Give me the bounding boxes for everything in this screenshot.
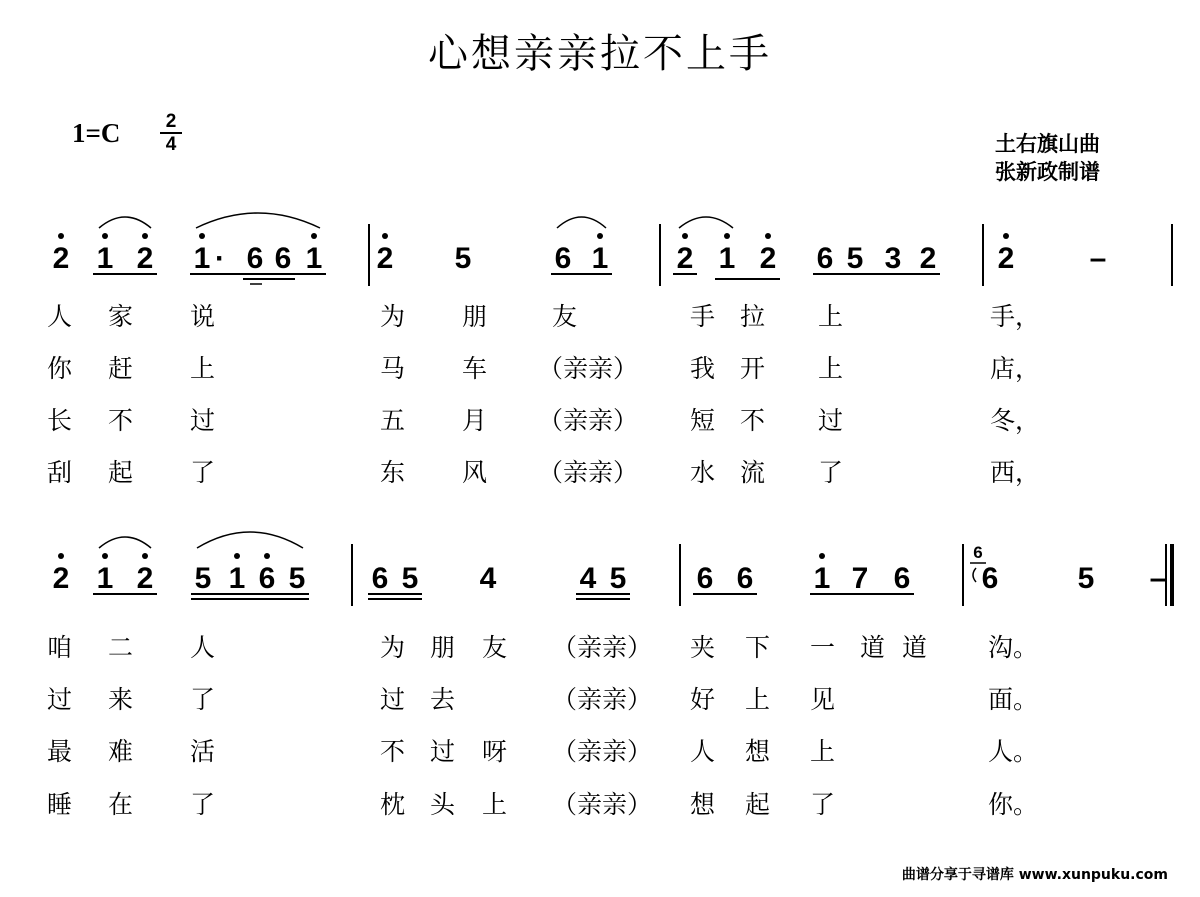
note: 6 (696, 562, 714, 595)
lyric-syllable: （亲亲） (552, 685, 653, 714)
note: 2 (136, 562, 154, 595)
time-signature-top: 2 (165, 111, 177, 132)
footer-credit: 曲谱分享于寻谱库 www.xunpuku.com (901, 867, 1168, 883)
note: 2 (759, 242, 777, 275)
lyric-syllable: 西， (990, 458, 1041, 487)
lyric-syllable: （亲亲） (538, 406, 639, 435)
lyric-syllable: 五 (380, 406, 406, 435)
lyric-syllable: 难 (108, 737, 134, 766)
lyric-syllable: 我 (690, 354, 716, 383)
extension-dash: – (1089, 242, 1107, 275)
lyric-syllable: 为 (380, 302, 406, 331)
lyric-syllable: 枕 (380, 790, 406, 819)
note: 7 (851, 562, 869, 595)
lyric-syllable: 店， (990, 354, 1041, 383)
note: 3 (884, 242, 902, 275)
slur (557, 217, 606, 228)
lyric-syllable: 了 (190, 790, 216, 819)
lyric-syllable: 沟。 (988, 633, 1039, 662)
note: 1 (193, 242, 211, 275)
lyric-syllable: 月 (462, 406, 488, 435)
slur (196, 213, 320, 228)
lyric-syllable: （亲亲） (552, 790, 653, 819)
lyric-syllable: 过 (430, 737, 456, 766)
octave-dot-high (102, 233, 108, 239)
lyric-syllable: 拉 (740, 302, 766, 331)
note: 4 (579, 562, 597, 595)
lyric-syllable: （亲亲） (538, 354, 639, 383)
lyric-syllable: 了 (190, 458, 216, 487)
lyric-syllable: 朋 (462, 302, 488, 331)
transcriber: 张新政制谱 (995, 160, 1100, 184)
lyric-syllable: 上 (818, 354, 844, 383)
lyric-syllable: 水 (690, 458, 716, 487)
lyric-syllable: （亲亲） (552, 737, 653, 766)
slur (99, 537, 151, 548)
lyric-syllable: 人 (190, 633, 216, 662)
note: 1 (591, 242, 609, 275)
lyric-syllable: 上 (482, 790, 508, 819)
notes-line-2 (53, 562, 1167, 595)
note: 6 (554, 242, 572, 275)
lyric-syllable: 开 (740, 354, 766, 383)
lyric-syllable: 友 (482, 633, 508, 662)
lyric-syllable: 家 (108, 302, 134, 331)
note: 1 (718, 242, 736, 275)
lyric-syllable: 冬， (990, 406, 1041, 435)
lyric-syllable: 过 (47, 685, 73, 714)
lyric-syllable: 了 (818, 458, 844, 487)
lyric-syllable: 风 (462, 458, 488, 487)
octave-dot-high (765, 233, 771, 239)
note: 5 (454, 242, 472, 275)
octave-dot-high (264, 553, 270, 559)
lyric-syllable: 短 (690, 406, 716, 435)
octave-dot-high (682, 233, 688, 239)
note: 6 (736, 562, 754, 595)
time-change-bracket (973, 568, 976, 582)
note: 2 (376, 242, 394, 275)
lyric-syllable: 来 (108, 685, 134, 714)
slur (197, 532, 303, 548)
lyric-syllable: 下 (745, 633, 771, 662)
lyrics-line-1 (47, 302, 1040, 487)
octave-dot-high (234, 553, 240, 559)
note: 6 (371, 562, 389, 595)
note: 2 (676, 242, 694, 275)
time-signature-bottom: 4 (165, 134, 177, 155)
lyric-syllable: 在 (108, 790, 134, 819)
lyric-syllable: 上 (745, 685, 771, 714)
lyric-syllable: 人 (690, 737, 716, 766)
lyric-syllable: 马 (380, 354, 406, 383)
octave-dot-high (58, 233, 64, 239)
lyric-syllable: 呀 (482, 737, 508, 766)
note: 5 (401, 562, 419, 595)
lyric-syllable: 夹 (690, 633, 716, 662)
note: 5 (194, 562, 212, 595)
lyric-syllable: 起 (745, 790, 771, 819)
note: 5 (288, 562, 306, 595)
note: 6 (893, 562, 911, 595)
lyric-syllable: 见 (810, 685, 836, 714)
lyric-syllable: 过 (190, 406, 216, 435)
lyric-syllable: 睡 (47, 790, 73, 819)
octave-dot-high (311, 233, 317, 239)
octave-dot-high (102, 553, 108, 559)
note: 2 (136, 242, 154, 275)
note: 6 (981, 562, 999, 595)
note: 4 (479, 562, 497, 595)
lyric-syllable: 不 (108, 406, 134, 435)
lyric-syllable: 你。 (988, 790, 1039, 819)
lyric-syllable: 上 (818, 302, 844, 331)
note: 1 (228, 562, 246, 595)
octave-dot-high (1003, 233, 1009, 239)
lyric-syllable: 长 (47, 406, 73, 435)
lyric-syllable: 头 (430, 790, 456, 819)
lyric-syllable: 人 (47, 302, 73, 331)
lyric-syllable: （亲亲） (538, 458, 639, 487)
lyric-syllable: 手， (990, 302, 1041, 331)
lyric-syllable: 了 (810, 790, 836, 819)
note: 2 (52, 242, 70, 275)
note: 1 (305, 242, 323, 275)
notes-line-1 (53, 242, 1107, 275)
octave-dot-high (724, 233, 730, 239)
lyrics-line-2 (47, 633, 1038, 819)
lyric-syllable: 想 (745, 737, 771, 766)
lyric-syllable: 咱 (47, 633, 73, 662)
octave-dot-high (142, 233, 148, 239)
lyric-syllable: 二 (108, 633, 134, 662)
lyric-syllable: 上 (810, 737, 836, 766)
lyric-syllable: 道 (860, 633, 886, 662)
note: 6 (274, 242, 292, 275)
key-signature: 1=C (72, 118, 121, 148)
lyric-syllable: 说 (190, 302, 216, 331)
lyric-syllable: 过 (818, 406, 844, 435)
octave-dot-high (819, 553, 825, 559)
note: 5 (1077, 562, 1095, 595)
lyric-syllable: 友 (552, 302, 578, 331)
note: 1 (813, 562, 831, 595)
lyric-syllable: 面。 (988, 685, 1039, 714)
lyric-syllable: 了 (190, 685, 216, 714)
lyric-syllable: 手 (690, 302, 716, 331)
lyric-syllable: 人。 (988, 737, 1039, 766)
lyric-syllable: （亲亲） (552, 633, 653, 662)
note: 2 (997, 242, 1015, 275)
note: 2 (919, 242, 937, 275)
lyric-syllable: 刮 (47, 458, 73, 487)
lyric-syllable: 为 (380, 633, 406, 662)
lyric-syllable: 起 (108, 458, 134, 487)
octave-dot-high (142, 553, 148, 559)
note: 1 (96, 242, 114, 275)
note: 1 (96, 562, 114, 595)
lyric-syllable: 好 (690, 685, 716, 714)
slur (99, 217, 151, 228)
lyric-syllable: 上 (190, 354, 216, 383)
lyric-syllable: 道 (902, 633, 928, 662)
note: 5 (846, 242, 864, 275)
lyric-syllable: 车 (462, 354, 488, 383)
lyric-syllable: 朋 (430, 633, 456, 662)
note: 2 (52, 562, 70, 595)
lyric-syllable: 最 (47, 737, 73, 766)
song-title: 心想亲亲拉不上手 (428, 31, 772, 77)
lyric-syllable: 一 (810, 633, 836, 662)
lyric-syllable: 赶 (108, 354, 134, 383)
note: 5 (609, 562, 627, 595)
octave-dot-high (199, 233, 205, 239)
lyric-syllable: 过 (380, 685, 406, 714)
lyric-syllable: 你 (47, 354, 73, 383)
lyric-syllable: 不 (740, 406, 766, 435)
lyric-syllable: 流 (740, 458, 766, 487)
time-change-top: 6 (973, 543, 983, 562)
lyric-syllable: 不 (380, 737, 406, 766)
octave-dot-high (58, 553, 64, 559)
melody-source: 土右旗山曲 (995, 132, 1100, 156)
octave-dot-high (597, 233, 603, 239)
lyric-syllable: 想 (690, 790, 716, 819)
extension-dash: – (1149, 562, 1167, 595)
lyric-syllable: 东 (380, 458, 406, 487)
note: 6 (816, 242, 834, 275)
lyric-syllable: 活 (190, 737, 216, 766)
note: 6 (246, 242, 264, 275)
note: 6 (258, 562, 276, 595)
lyric-syllable: 去 (430, 685, 456, 714)
dot-duration: · (215, 242, 225, 275)
octave-dot-high (382, 233, 388, 239)
slur (679, 217, 733, 228)
